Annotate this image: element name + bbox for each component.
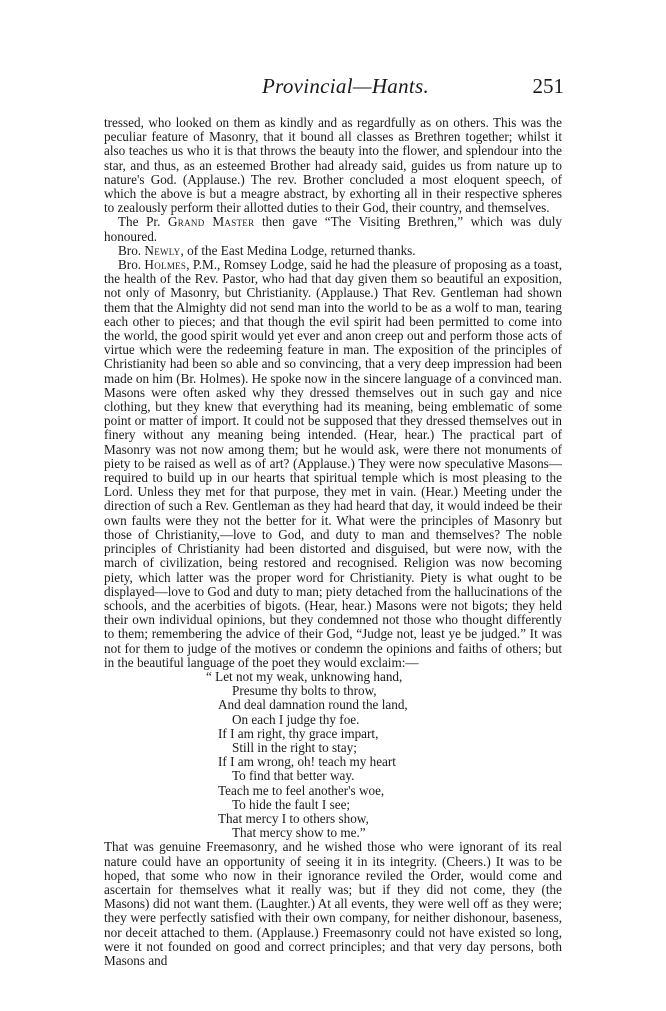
page-header: [0, 74, 666, 100]
poem-line: And deal damnation round the land,: [218, 697, 408, 713]
text-run: The Pr.: [118, 214, 168, 230]
poem-line: Teach me to feel another's woe,: [218, 782, 385, 798]
poem-line: If I am right, thy grace impart,: [218, 725, 379, 741]
poem-line: To hide the fault I see;: [232, 796, 351, 812]
poem-line: Still in the right to stay;: [232, 739, 357, 755]
text-run: Bro.: [118, 242, 145, 258]
poem-line: To find that better way.: [232, 768, 355, 784]
text-run: , P.M., Romsey Lodge, said he had the pleasure of proposing as a toast, the health of the Rev. Pastor, who had that day given them so beautiful an exposition, not only of Masonry, but Christianity. (Applause.) That Rev. Gentleman had shown them that the Almighty did not send man into the world to be as a wolf to man, tearing each other to pieces; and that though the evil spirit had been permitted to come into the world, the good spirit would yet ever and anon creep out and perform those acts of virtue which were the redeeming feature in man. The exposition of the principles of Christianity had been so able and so convincing, that a very deep impression had been made on him (Br. Holmes). He spoke now in the sincere language of a convinced man. Masons were often asked why they dressed themselves out in such gay and nice clothing, but they knew that everything had its meaning, being emblematic of some point or matter of import. It could not be supposed that they dressed themselves out in finery without any meaning being intended. (Hear, hear.) The practical part of Masonry was not now among them; but he would ask, were there not monuments of piety to be raised as well as of art? (Applause.) They were now speculative Masons—required to build up in our hearts that spiritual temple which is most pleasing to the Lord. Unless they met for that purpose, they met in vain. (Hear.) Meeting under the direction of such a Rev. Gentleman as they had heard that day, it would indeed be their own faults were they not the better for it. What were the principles of Masonry but those of Christianity,—love to God, and duty to man and themselves? The noble principles of Christianity had been distorted and disguised, but were now, with the march of civilization, being restored and recognised. Religion was now becoming piety, which latter was the proper word for Christianity. Piety is what ought to be displayed—love to God and duty to man; piety detached from the hallucinations of the schools, and the acerbities of bigots. (Hear, hear.) Masons were not bigots; they held their own individual opinions, but they condemned not those who thought differently to them; remembering the advice of their God, “Judge not, least ye be judged.” It was not for them to judge of the motives or condemn the opinions and faiths of others; but in the beautiful language of the poet they would exclaim:—: [104, 257, 562, 670]
speaker-name: Newly: [144, 242, 181, 258]
poem-line: Presume thy bolts to throw,: [232, 683, 377, 699]
poem-line: On each I judge thy foe.: [232, 711, 360, 727]
page-number: 251: [532, 74, 564, 98]
poem-line: That mercy show to me.”: [232, 825, 366, 841]
body-text: [104, 116, 562, 968]
text-run: , of the East Medina Lodge, returned thanks.: [180, 242, 416, 258]
paragraph-bro-newly: [104, 244, 562, 258]
poem-line: That mercy I to others show,: [218, 810, 369, 826]
speaker-name: Grand Master: [167, 214, 255, 230]
text-run: then gave “The Visiting Brethren,” which was duly honoured.: [104, 214, 562, 244]
speaker-name: Holmes: [144, 257, 187, 273]
poem-line: “ Let not my weak, unknowing hand,: [206, 668, 403, 684]
paragraph-toast-visiting-brethren: [104, 215, 562, 243]
poem-quotation: [206, 668, 562, 841]
poem-line: If I am wrong, oh! teach my heart: [218, 754, 396, 770]
paragraph-genuine-freemasonry: That was genuine Freemasonry, and he wished those who were ignorant of its real nature could have an opportunity of seeing it in its integrity. (Cheers.) It was to be hoped, that some who now in their ignorance reviled the Order, would come and ascertain for themselves what it really was; but if they did not come, they (the Masons) did not want them. (Laughter.) At all events, they were well off as they were; they were perfectly satisfied with their own company, for neither dishonour, baseness, nor deceit attached to them. (Applause.) Freemasonry could not have existed so long, were it not founded on good and correct principles; and that very day persons, both Masons and: [104, 839, 562, 968]
paragraph-bro-holmes: [104, 258, 562, 670]
running-title: Provincial—Hants.: [262, 74, 430, 98]
text-run: Bro.: [118, 257, 145, 273]
paragraph-continued: tressed, who looked on them as kindly and as regardfully as on others. This was the peculiar feature of Masonry, that it bound all classes as Brethren together; whilst it also teaches us who it is that throws the beauty into the flower, and splendour into the star, and thus, as an esteemed Brother had already said, guides us from nature up to nature's God. (Applause.) The rev. Brother concluded a most eloquent speech, of which the above is but a meagre abstract, by exhorting all in their respective spheres to zealously perform their allotted duties to their God, their country, and themselves.: [104, 115, 562, 216]
